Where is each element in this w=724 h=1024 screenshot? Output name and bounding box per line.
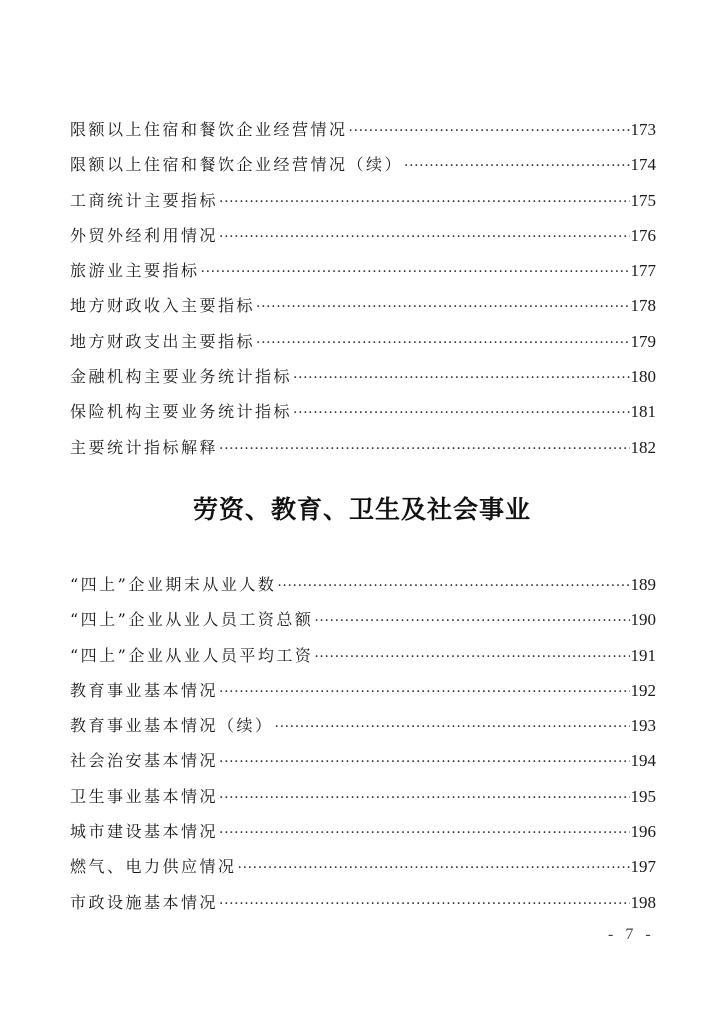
toc-entry-page: 179: [630, 331, 656, 351]
toc-entry-title: 卫生事业基本情况: [70, 786, 219, 806]
toc-entry-title: 市政设施基本情况: [70, 892, 219, 912]
toc-entry-title: 城市建设基本情况: [70, 822, 219, 842]
toc-leader-dots: [219, 220, 629, 255]
toc-entry-page: 177: [630, 261, 656, 281]
toc-leader-dots: [201, 255, 630, 290]
toc-entry-page: 189: [630, 575, 656, 594]
toc-leader-dots: [277, 569, 629, 604]
toc-entry-page: 181: [630, 402, 656, 422]
toc-leader-dots: [314, 640, 629, 675]
toc-entry[interactable]: [70, 814, 656, 849]
toc-entry-title: 教育事业基本情况: [70, 680, 219, 700]
toc-entry[interactable]: [70, 430, 656, 465]
toc-entry[interactable]: [70, 567, 656, 602]
toc-entry-page: 173: [630, 120, 656, 139]
toc-entry-title: 地方财政支出主要指标: [70, 331, 256, 351]
toc-leader-dots: [404, 149, 629, 184]
toc-entry-title: 社会治安基本情况: [70, 751, 219, 771]
toc-list-trade-finance: [70, 112, 656, 465]
toc-leader-dots: [293, 396, 629, 431]
section-heading: 劳资、教育、卫生及社会事业: [192, 495, 531, 524]
toc-leader-dots: [219, 432, 629, 467]
toc-entry-page: 197: [630, 857, 656, 877]
toc-leader-dots: [238, 851, 630, 886]
toc-leader-dots: [293, 361, 629, 396]
toc-entry[interactable]: [70, 112, 656, 147]
toc-entry-page: 190: [630, 610, 656, 630]
toc-leader-dots: [314, 604, 629, 639]
toc-leader-dots: [219, 185, 629, 220]
toc-entry-page: 192: [630, 680, 656, 700]
page-number: - 7 -: [608, 926, 655, 943]
toc-entry[interactable]: [70, 218, 656, 253]
toc-entry-page: 174: [630, 155, 656, 175]
toc-entry-title: 保险机构主要业务统计指标: [70, 402, 293, 422]
toc-entry-title: 主要统计指标解释: [70, 437, 219, 457]
toc-entry-title: 燃气、电力供应情况: [70, 857, 237, 877]
toc-leader-dots: [219, 887, 629, 922]
toc-leader-dots: [256, 326, 629, 361]
toc-entry[interactable]: [70, 394, 656, 429]
toc-entry[interactable]: [70, 147, 656, 182]
toc-entry-title: 旅游业主要指标: [70, 261, 200, 281]
toc-entry[interactable]: [70, 849, 656, 884]
toc-entry-page: 198: [630, 892, 656, 912]
toc-entry[interactable]: [70, 602, 656, 637]
toc-entry-title: “四上”企业从业人员平均工资: [70, 645, 314, 665]
toc-entry[interactable]: [70, 673, 656, 708]
toc-leader-dots: [256, 290, 629, 325]
toc-entry[interactable]: [70, 743, 656, 778]
toc-entry[interactable]: [70, 359, 656, 394]
toc-list-labor-education-health: [70, 567, 656, 920]
toc-leader-dots: [219, 675, 629, 710]
toc-entry-page: 182: [630, 437, 656, 457]
toc-entry[interactable]: [70, 324, 656, 359]
toc-entry[interactable]: [70, 638, 656, 673]
toc-entry-page: 175: [630, 190, 656, 210]
toc-entry-title: “四上”企业期末从业人数: [70, 575, 277, 594]
toc-entry-page: 196: [630, 822, 656, 842]
toc-entry-page: 191: [630, 645, 656, 665]
toc-entry[interactable]: [70, 253, 656, 288]
toc-entry-title: “四上”企业从业人员工资总额: [70, 610, 314, 630]
toc-leader-dots: [349, 114, 630, 149]
toc-entry-page: 195: [630, 786, 656, 806]
toc-entry-title: 教育事业基本情况（续）: [70, 716, 274, 736]
toc-leader-dots: [219, 745, 629, 780]
toc-entry[interactable]: [70, 288, 656, 323]
toc-entry[interactable]: [70, 885, 656, 920]
toc-entry-title: 工商统计主要指标: [70, 190, 219, 210]
toc-leader-dots: [275, 710, 630, 745]
toc-entry[interactable]: [70, 708, 656, 743]
toc-entry-page: 194: [630, 751, 656, 771]
toc-entry[interactable]: [70, 183, 656, 218]
toc-entry-title: 限额以上住宿和餐饮企业经营情况: [70, 120, 348, 139]
toc-entry-page: 178: [630, 296, 656, 316]
toc-entry-page: 176: [630, 225, 656, 245]
toc-entry-title: 地方财政收入主要指标: [70, 296, 256, 316]
toc-leader-dots: [219, 781, 629, 816]
toc-entry-title: 限额以上住宿和餐饮企业经营情况（续）: [70, 155, 404, 175]
toc-entry-title: 金融机构主要业务统计指标: [70, 367, 293, 387]
toc-entry-page: 193: [630, 716, 656, 736]
toc-entry-title: 外贸外经利用情况: [70, 225, 219, 245]
toc-entry-page: 180: [630, 367, 656, 387]
toc-entry[interactable]: [70, 779, 656, 814]
toc-leader-dots: [219, 816, 629, 851]
